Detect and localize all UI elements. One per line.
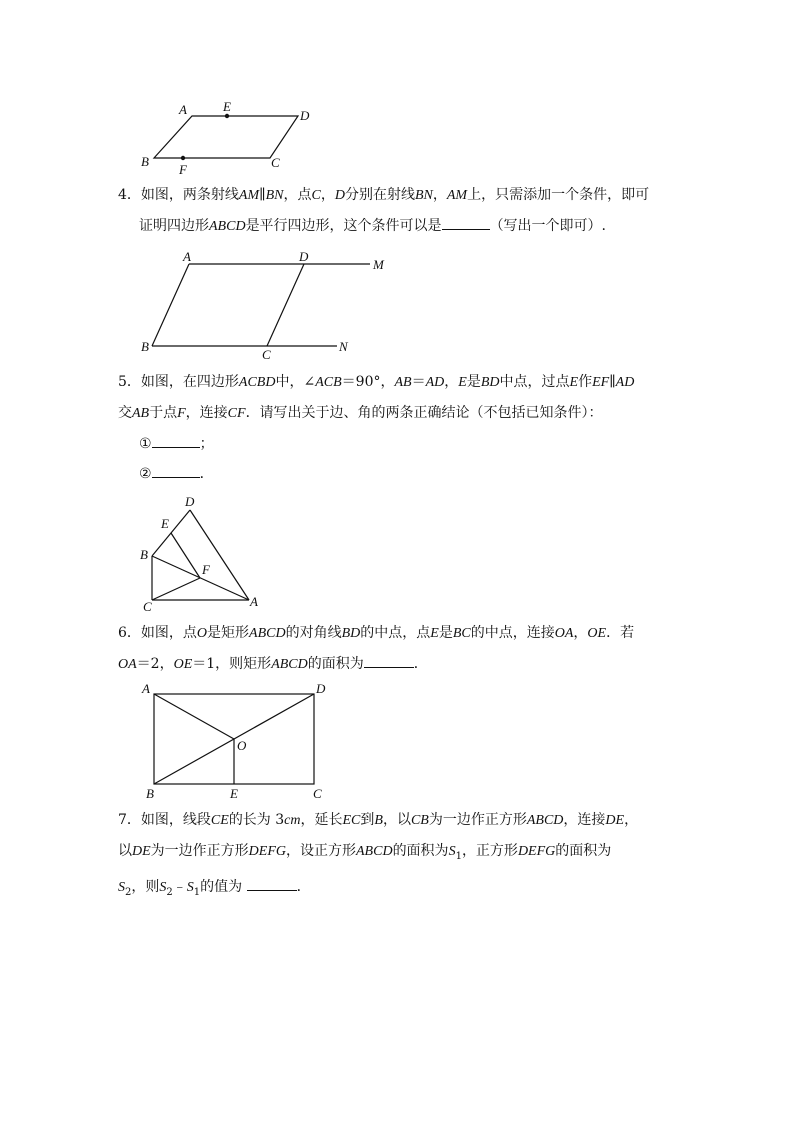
label-a: A [250,594,258,609]
text: 如图，线段 [140,812,211,828]
math: DEFG [248,844,286,859]
subscript: 2 [125,886,132,898]
math: DE [605,813,625,828]
text: 的长为 3 [228,812,285,828]
math: OA [554,626,574,641]
text: 的面积为 [392,843,449,859]
math: BN [414,188,433,203]
text: ， [624,812,639,828]
math: E [430,626,439,641]
text: 的面积为 [307,656,364,672]
text: ， [573,625,588,641]
math: D [334,188,345,203]
text: 中点，过点 [499,374,570,390]
math: BD [480,375,500,390]
math: B [374,813,383,828]
label-e: E [161,516,169,531]
text: （写出一个即可）. [489,218,607,234]
label-f: F [179,162,187,177]
text: ，以 [382,812,411,828]
text: ，则 [131,878,160,895]
label-a: A [142,681,150,696]
text: 以 [118,843,132,859]
label-b: B [141,339,149,354]
question-number: 4． [118,187,141,203]
text: 交 [118,405,132,421]
text: 如图，两条射线 [140,187,239,203]
question-number: 5． [118,374,141,390]
question-number: 6． [118,625,141,641]
text: ，正方形 [461,843,518,859]
math: ACB [315,375,342,390]
item-marker: ② [139,466,152,482]
text: 作 [578,374,593,390]
math: S [159,879,167,895]
label-c: C [313,786,322,801]
math: S [118,879,125,895]
label-a: A [179,102,187,117]
text: ． [296,878,311,895]
text: 是平行四边形，这个条件可以是 [245,218,442,234]
label-e: E [223,99,231,114]
text: 证明四边形 [139,218,209,234]
math: AD [425,375,445,390]
math: ABCD [249,626,286,641]
math: AB [132,406,150,421]
text: 是 [438,625,453,641]
text: ，设正方形 [286,843,356,859]
math: OE [587,626,607,641]
label-c: C [271,155,280,170]
math: E [458,375,467,390]
math: ABCD [356,844,393,859]
text: 分别在射线 [344,187,415,203]
text: ，连接 [185,405,228,421]
text: ． [413,656,428,672]
math: F [177,406,186,421]
text: ＝2， [136,656,174,672]
text: ．请写出关于边、角的两条正确结论（不包括已知条件）： [245,405,603,421]
math: CF [227,406,246,421]
text: ＝1，则矩形 [192,656,272,672]
text: ∥ [259,187,266,203]
text: 上，只需添加一个条件，即可 [467,187,650,203]
text: ＝90°， [341,374,395,390]
text: ，点 [283,187,312,203]
math: AB [394,375,412,390]
text: ．若 [606,625,635,641]
math: cm [284,813,301,828]
label-m: M [373,257,384,272]
math: ABCD [526,813,564,828]
text: 的值为 [200,878,243,895]
label-c: C [143,599,152,614]
text: 的面积为 [555,843,612,859]
text: ∥ [609,374,616,390]
math: OA [118,657,137,672]
text: ． [199,466,214,482]
text: ， [432,187,447,203]
text: 的中点，点 [360,625,431,641]
text: 为一边作正方形 [150,843,249,859]
subscript: 1 [193,886,201,898]
label-b: B [141,154,149,169]
label-d: D [299,249,309,264]
label-d: D [300,108,310,123]
label-e: E [230,786,238,801]
text: 中，∠ [275,374,316,390]
math: EC [342,813,361,828]
text: ﹣ [172,878,187,895]
math: BD [341,626,361,641]
label-f: F [202,562,210,577]
text: ，延长 [300,812,343,828]
math: DEFG [517,844,556,859]
label-c: C [262,347,271,362]
math: E [569,375,579,390]
text: 的对角线 [285,625,342,641]
math: CE [210,813,229,828]
text: 到 [360,812,375,828]
math: OE [173,657,193,672]
question-7 [118,805,688,908]
math: S [448,844,456,859]
subscript: 1 [455,850,462,862]
math: EF [592,375,610,390]
text: ＝ [411,374,426,390]
label-o: O [237,738,247,753]
math: AM [238,188,260,203]
text: ，连接 [563,812,606,828]
text: 如图，在四边形 [140,374,239,390]
text: 如图，点 [140,625,197,641]
answer-blank[interactable] [247,876,297,891]
math: O [196,626,208,641]
math: AM [446,188,468,203]
math: ABCD [271,657,308,672]
math: BN [265,188,284,203]
text: 为一边作正方形 [428,812,527,828]
text: 是 [466,374,481,390]
subscript: 2 [166,886,173,898]
math: CB [410,813,429,828]
question-number: 7． [118,812,141,828]
text: ， [444,374,459,390]
text: ， [320,187,335,203]
text: 于点 [149,405,178,421]
item-marker: ① [139,436,152,452]
math: BC [452,626,471,641]
math: ABCD [209,219,246,234]
math: S [186,879,194,895]
label-b: B [140,547,148,562]
label-a: A [183,249,191,264]
math: AD [615,375,635,390]
math: ACBD [238,375,276,390]
label-d: D [316,681,326,696]
math: C [311,188,321,203]
label-n: N [339,339,348,354]
label-d: D [185,494,195,509]
text: ； [199,436,214,452]
math: DE [132,844,151,859]
text: 的中点，连接 [470,625,555,641]
label-b: B [146,786,154,801]
segment-oa [154,694,234,739]
text: 是矩形 [207,625,250,641]
